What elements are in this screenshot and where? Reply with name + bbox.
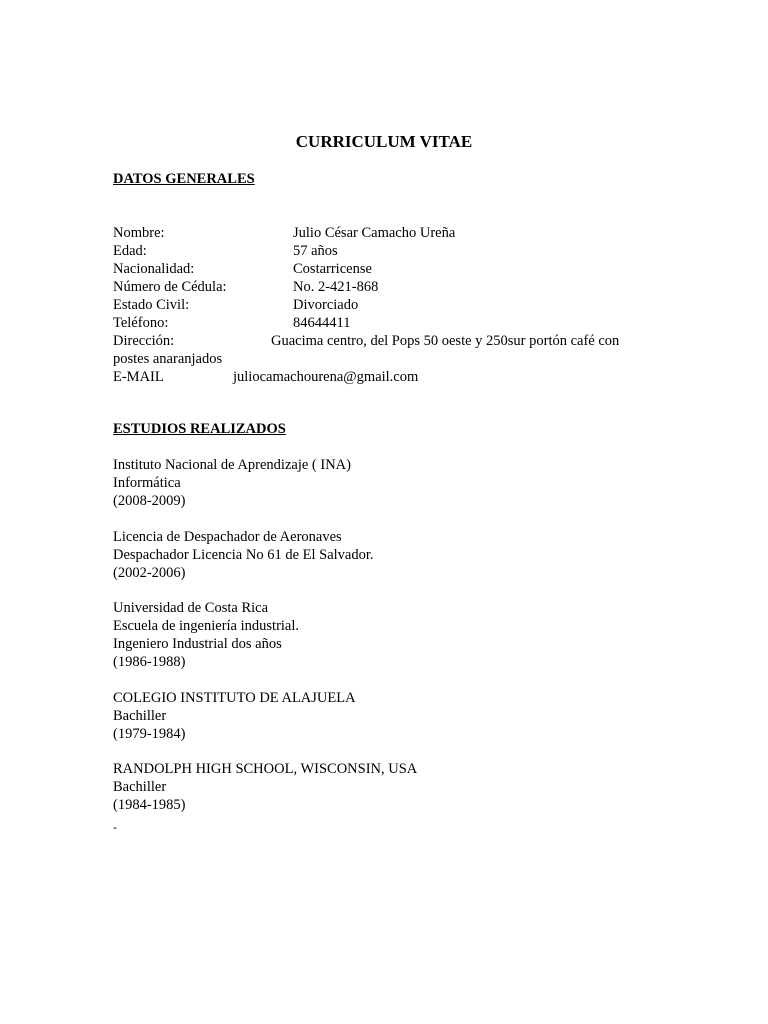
study-years: (2002-2006) xyxy=(113,564,186,581)
study-detail: Bachiller xyxy=(113,707,167,724)
study-institution: Universidad de Costa Rica xyxy=(113,600,269,616)
field-value: 57 años xyxy=(293,243,338,259)
study-detail: Despachador Licencia No 61 de El Salvador. xyxy=(113,546,374,563)
field-row-edad xyxy=(113,242,673,260)
study-entry xyxy=(113,599,673,671)
study-entry xyxy=(113,689,673,743)
study-detail: Informática xyxy=(113,475,181,491)
study-years: (2008-2009) xyxy=(113,493,186,509)
study-detail: Ingeniero Industrial dos años xyxy=(113,636,282,652)
field-row-nombre xyxy=(113,224,673,242)
field-row-estado-civil xyxy=(113,296,673,314)
study-years: (1986-1988) xyxy=(113,654,186,670)
studies-list xyxy=(113,456,673,832)
study-entry xyxy=(113,528,673,582)
study-detail: Escuela de ingeniería industrial. xyxy=(113,618,300,634)
field-label: E-MAIL xyxy=(113,369,164,385)
study-institution: Licencia de Despachador de Aeronaves xyxy=(113,528,342,545)
field-value: Costarricense xyxy=(293,261,372,277)
personal-info xyxy=(113,224,673,386)
study-detail: Bachiller xyxy=(113,779,167,795)
field-value: 84644411 xyxy=(293,315,351,331)
field-value: No. 2-421-868 xyxy=(293,279,379,295)
study-institution: RANDOLPH HIGH SCHOOL, WISCONSIN, USA xyxy=(113,761,418,777)
email-value: juliocamachourena@gmail.com xyxy=(233,369,419,385)
field-row-nacionalidad xyxy=(113,260,673,278)
study-institution: COLEGIO INSTITUTO DE ALAJUELA xyxy=(113,689,356,706)
section-heading-datos-generales: DATOS GENERALES xyxy=(113,171,255,187)
section-heading-estudios: ESTUDIOS REALIZADOS xyxy=(113,421,286,437)
field-label: Estado Civil: xyxy=(113,297,190,313)
field-label: Teléfono: xyxy=(113,315,169,331)
study-years: (1984-1985) xyxy=(113,797,186,813)
field-label: Número de Cédula: xyxy=(113,279,227,295)
study-entry xyxy=(113,456,673,510)
study-entry xyxy=(113,760,673,814)
study-years: (1979-1984) xyxy=(113,725,186,742)
field-value: Guacima centro, del Pops 50 oeste y 250sur portón café con xyxy=(271,333,620,349)
study-institution: Instituto Nacional de Aprendizaje ( INA) xyxy=(113,457,351,473)
field-label: Nombre: xyxy=(113,225,165,241)
document-title: CURRICULUM VITAE xyxy=(295,132,473,151)
field-row-cedula xyxy=(113,278,673,296)
field-row-telefono xyxy=(113,314,673,332)
address-continuation: postes anaranjados xyxy=(113,351,223,367)
trailing-dash: - xyxy=(113,820,117,834)
field-label: Nacionalidad: xyxy=(113,261,195,277)
field-row-email xyxy=(113,368,673,386)
field-value: Julio César Camacho Ureña xyxy=(293,225,456,241)
field-value: Divorciado xyxy=(293,297,359,313)
field-label: Dirección: xyxy=(113,333,175,349)
field-row-direccion xyxy=(113,332,673,350)
field-label: Edad: xyxy=(113,243,147,259)
